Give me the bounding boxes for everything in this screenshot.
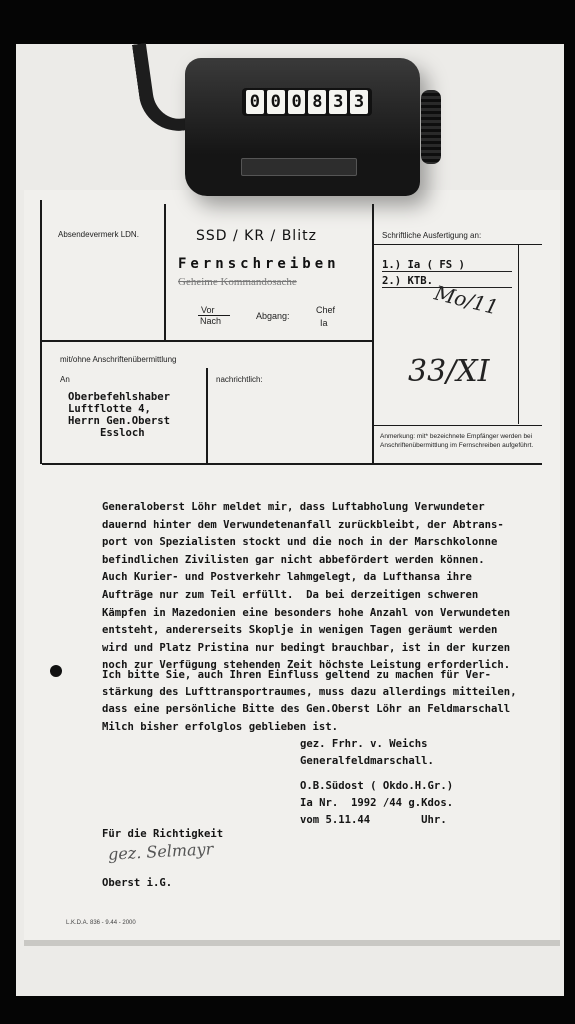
ia-label: Ia — [320, 318, 328, 328]
chef-label: Chef — [316, 305, 336, 315]
print-code: L.K.D.A. 836 - 9.44 - 2000 — [66, 920, 136, 926]
nachrichtlich-label: nachrichtlich: — [216, 375, 263, 384]
form-divider — [42, 463, 542, 465]
anmerkung-note: Anmerkung: mit* bezeichnete Empfänger werden bei Anschriftenübermittlung im Fernschreiben aufgeführt. — [380, 433, 534, 449]
form-divider — [42, 340, 372, 342]
address-line: Luftflotte 4, — [68, 403, 151, 415]
recipient-2: 2.) KTB. — [382, 275, 434, 287]
richtigkeit-label: Für die Richtigkeit — [102, 828, 224, 840]
form-divider — [206, 368, 208, 464]
nach-label: Nach — [200, 316, 222, 326]
mit-ohne-label: mit/ohne Anschriftenübermittlung — [60, 355, 177, 364]
recipient-1: 1.) Ia ( FS ) — [382, 259, 465, 271]
abgang-label: Abgang: — [256, 311, 290, 321]
counter-digit: 3 — [329, 90, 347, 114]
counter-digit: 0 — [288, 90, 306, 114]
oberst-label: Oberst i.G. — [102, 877, 173, 889]
form-divider — [518, 244, 519, 424]
counter-digit: 8 — [308, 90, 326, 114]
struck-classification: Geheime Kommandosache — [178, 276, 297, 288]
message-paragraph-1: Generaloberst Löhr meldet mir, dass Luftabholung Verwundeter dauernd hinter dem Verwundetenanfall zurückbleibt, der Abtrans- port von Spezialisten stockt und die noch in der Marschkolonne befindlichen Zivilisten gar nicht abbefördert werden können. Auch Kurier- und Postverkehr lahmgelegt, da Lufthansa ihre Aufträge nur zum Teil erfüllt. Da bei derzeitigen schweren Kämpfen in Mazedonien eine besonders hohe Anzahl von Verwundeten entsteht, andererseits Skoplje in wenigen Tagen geräumt werden wird und Platz Pristina nur bedingt brauchbar, ist in der kurzen noch zur Verfügung stehenden Zeit höchste Leistung erforderlich. — [102, 501, 511, 672]
form-divider — [164, 204, 166, 340]
signature-line-1: gez. Frhr. v. Weichs — [300, 738, 428, 750]
counter-knob — [421, 90, 441, 164]
counter-display — [242, 88, 372, 116]
an-label: An — [60, 375, 70, 384]
handwritten-initials: Mo/11 — [432, 280, 501, 320]
handwritten-number: 33/XI — [408, 354, 490, 389]
address-line: Herrn Gen.Oberst — [68, 415, 171, 427]
form-divider — [374, 425, 542, 426]
handwritten-signature: gez. Selmayr — [107, 839, 214, 864]
unit-line: O.B.Südost ( Okdo.H.Gr.) — [300, 780, 454, 792]
punch-hole — [50, 665, 62, 677]
counter-digit: 0 — [246, 90, 264, 114]
form-border-left — [40, 200, 42, 464]
page-counter-device — [185, 58, 420, 196]
absendevermerk-label: Absendevermerk LDN. — [58, 230, 139, 239]
vor-label: Vor — [201, 305, 215, 315]
priority-header: SSD / KR / Blitz — [196, 228, 317, 244]
recipient-line — [382, 271, 512, 272]
counter-digit: 0 — [267, 90, 285, 114]
form-divider — [374, 244, 542, 245]
ia-nr-line: Ia Nr. 1992 /44 g.Kdos. — [300, 797, 454, 809]
counter-plate — [241, 158, 357, 176]
page-edge — [24, 940, 560, 946]
signature-line-2: Generalfeldmarschall. — [300, 755, 434, 767]
fernschreiben-title: Fernschreiben — [178, 256, 340, 272]
counter-digit: 3 — [350, 90, 368, 114]
address-line: Oberbefehlshaber — [68, 391, 171, 403]
date-line: vom 5.11.44 Uhr. — [300, 814, 447, 826]
address-line: Essloch — [100, 427, 145, 439]
message-paragraph-2: Ich bitte Sie, auch Ihren Einfluss geltend zu machen für Ver- stärkung des Lufttransportraumes, muss dazu allerdings mitteilen, dass eine persönliche Bitte des Gen.Oberst Löhr an Feldmarschall Milch bisher erfolglos geblieben ist. — [102, 669, 517, 733]
ausfertigung-label: Schriftliche Ausfertigung an: — [382, 231, 482, 240]
